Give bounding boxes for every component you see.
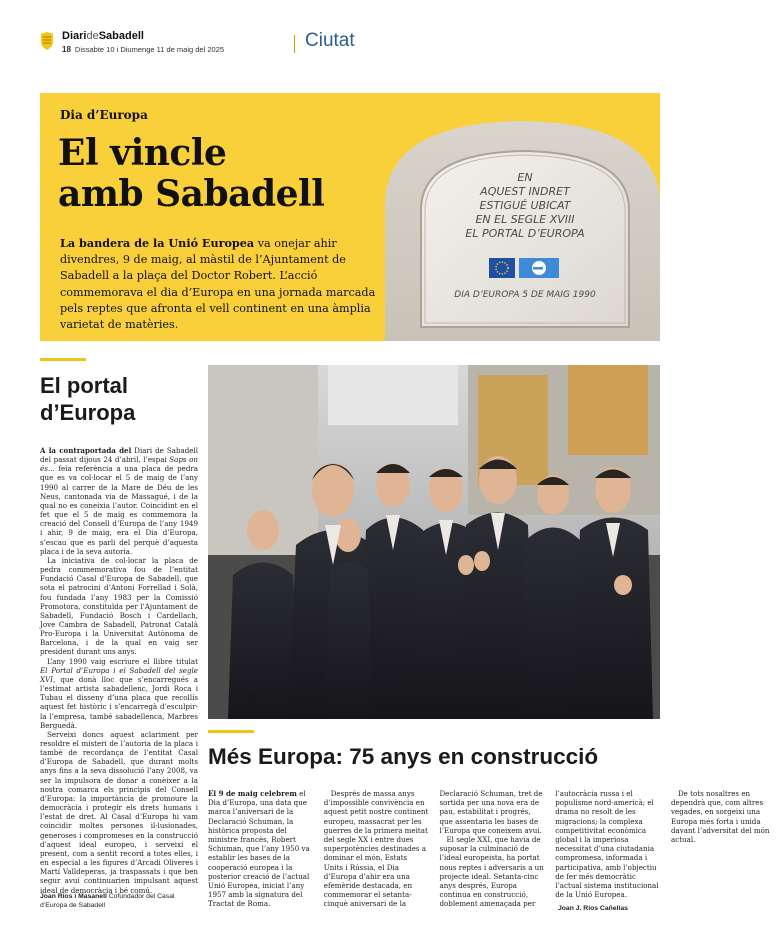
feature-headline: El vincle amb Sabadell [58,132,325,215]
mes-europa-paragraph: Després de massa anys d’impossible convivència en aquest petit nostre continent europeu, massacrat per les guerres de la primera meitat del segle XX i entre dues superpotències destinades a dominar el món, Estats Units i Rússia, el Dia d’Europa d’ahir era una efemèride destacada, en commemorar el setanta-cinquè aniversari de la Declaració Schuman, tret de sortida per una nova era de pau, estabilitat i progrés, que assentaria les bases de l’Europa que coneixem avui. [323,789,543,909]
plaque-line-4: EN EL SEGLE XVIII [475,213,575,226]
mes-europa-accent-rule [208,730,254,733]
mes-europa-paragraph: El segle XXI, que havia de suposar la culminació de l’ideal europeista, ha portat nous reptes i adversaris a un projecte ideal. Setanta-cinc anys després, Europa continua en construcció, doblement amenaçada per l’autocràcia russa i el populisme nord-americà; el drama no resolt de les migracions; la complexa competitivitat econòmica global i la imperiosa necessitat d’una ciutadania compromesa, informada i participativa, amb l’objectiu de fer més democràtic l’actual sistema institucional de la Unió Europea. [439,789,659,909]
feature-standfirst: La bandera de la Unió Europea va onejar ahir divendres, 9 de maig, al màstil de l’Ajuntament de Sabadell a la plaça del Doctor Robert. L’acció commemorava el dia d’Europa en una jornada marcada pels reptes que afronta el vell continent en una àmplia varietat de matèries. [60,236,376,332]
brand-name[interactable]: DiarideSabadell [62,30,144,42]
mes-europa-paragraph: De tots nosaltres en dependrà que, com altres vegades, en sorgeixi una Europa més forta i unida davant l’adversitat del món actual. [671,789,770,845]
plaque-line-1: EN [517,171,533,184]
mes-europa-signature: Joan J. Ríos Cañellas [558,905,628,912]
masthead [40,30,660,60]
plaque-footer: DIA D’EUROPA 5 DE MAIG 1990 [454,290,596,300]
page-info [62,45,224,54]
mes-europa-body [208,789,770,914]
section-divider [294,35,295,53]
section-title[interactable]: Ciutat [305,30,355,51]
portal-signature: Joan Ríos i Masanell Cofundador del Casal d’Europa de Sabadell [40,893,175,909]
portal-paragraph: La iniciativa de col·locar la placa de pedra commemorativa fou de l’entitat Fundació Casal d’Europa de Sabadell, que sota el patrocini d’Antoni Forrellad i Solà, fou fundada l’any 1983 per la Comissió Promotora, constituïda per l’Ajuntament de Sabadell, Fundació Bosch i Cardellach, Jove Cambra de Sabadell, Patronat Català Pro-Europa i la Universitat Autònoma de Barcelona, i de la qual en vaig ser president durant uns anys. [40,555,198,657]
mes-europa-paragraph: El 9 de maig celebrem el Dia d’Europa, una data que marca l’aniversari de la Declaració Schuman, la històrica proposta del ministre francès, Robert Schuman, que l’any 1950 va establir les bases de la cooperació europea i la posterior creació de l’actual Unió Europea, iniciat l’any 1957 amb la signatura del Tractat de Roma. [208,789,310,909]
portal-title: El portal d’Europa [40,373,136,425]
plaque-line-5: EL PORTAL D’EUROPA [465,227,585,240]
portal-paragraph: L’any 1990 vaig escriure el llibre titulat El Portal d’Europa i el Sabadell del segle XVI, que donà lloc que s’encarregués a l’estimat artista sabadellenc, Jordi Roca i Tubau el disseny d’una placa que recollís aquest fet històric i s’encarregà d’esculpir-la l’empresa, també sabadellenca, Marbres Berguedà. [40,656,198,730]
plaque-photo [385,115,660,341]
feature-kicker: Dia d’Europa [60,108,148,122]
plaque-line-3: ESTIGUÉ UBICAT [479,199,571,212]
portal-paragraph: Serveixi doncs aquest aclariment per resoldre el misteri de l’autoria de la placa i també de recordança de l’entitat Casal d’Europa de Sabadell, que durant molts anys fins a la seva dissolució l’any 2008, va ser la impulsora de donar a conèixer a la nostra comarca els principis del Consell d’Europa: la importància de promoure la democràcia i protegir els drets humans i l’estat de dret. Al Casal d’Europa hi vam coincidir moltes persones il·lusionades, generoses i compromeses en la construcció d’aquest ideal europeu, i serveixi el present, com a sentit record a totes elles, i en especial a les figures d’Arcadi Oliveres i Martí Valldeperas, ja traspassats i que ben segur avui continuarien impulsant aquest ideal de democràcia i bé comú. [40,729,198,895]
feature-box [40,93,660,341]
portal-accent-rule [40,358,86,361]
issue-date: Dissabte 10 i Diumenge 11 de maig del 2025 [74,45,225,54]
portal-body [40,446,198,895]
plaque-line-2: AQUEST INDRET [480,185,570,198]
sabadell-shield-logo-icon [40,32,54,50]
mes-europa-title: Més Europa: 75 anys en construcció [208,744,599,769]
europe-day-ceremony-photo [208,365,660,719]
eu-flag-icon [489,258,515,278]
portal-paragraph: A la contraportada del Diari de Sabadell del passat dijous 24 d’abril, l’espai Saps on és... feia referència a una placa de pedra que es va col·locar el 5 de maig de l’any 1990 al carrer de la Mare de Déu de les Neus, cantonada via de Massagué, i de la qual no es coneixia l’autor. Coincidint en el fet que el 5 de maig es commemora la creació del Consell d’Europa de l’any 1949 i ahir, 9 de maig, era el Dia d’Europa, s’escau que es parli del perquè d’aquesta placa i de la seva autoria. [40,446,198,556]
page-number: 18 [62,45,71,54]
casal-europa-logo-icon [519,258,559,278]
